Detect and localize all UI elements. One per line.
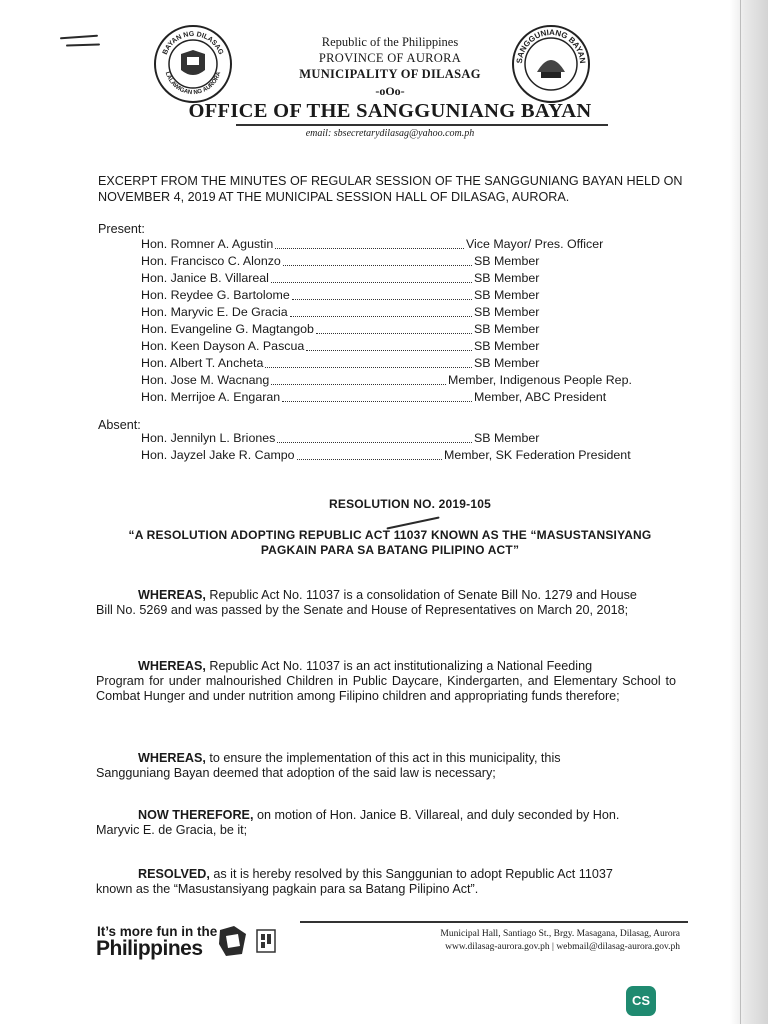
clause-continuation: Maryvic E. de Gracia, be it; <box>96 823 248 837</box>
clause-keyword: NOW THEREFORE, <box>138 808 254 822</box>
member-role: SB Member <box>474 254 540 268</box>
footer-rule <box>300 921 688 923</box>
scan-line <box>740 0 741 1024</box>
clause-line-1: as it is hereby resolved by this Sanggunian to adopt Republic Act 11037 <box>209 867 613 881</box>
footer-address-line-2: www.dilasag-aurora.gov.ph | webmail@dilasag-aurora.gov.ph <box>445 942 680 952</box>
pen-mark <box>60 35 98 40</box>
member-name: Hon. Evangeline G. Magtangob <box>141 322 314 336</box>
clause-first-line <box>138 808 619 823</box>
present-label: Present: <box>98 222 145 236</box>
clause-first-line <box>138 588 637 603</box>
leader-dots <box>271 384 446 385</box>
resolution-title-line-1: “A RESOLUTION ADOPTING REPUBLIC ACT 11037 KNOWN AS THE “MASUSTANSIYANG <box>128 528 652 542</box>
camscanner-label: CS <box>631 993 651 1008</box>
tourism-logo-icon <box>254 926 280 956</box>
clause-keyword: RESOLVED, <box>138 867 210 881</box>
member-role: SB Member <box>474 305 540 319</box>
leader-dots <box>283 265 472 266</box>
absent-label: Absent: <box>98 418 141 432</box>
member-name: Hon. Francisco C. Alonzo <box>141 254 281 268</box>
footer-address-line-1: Municipal Hall, Santiago St., Brgy. Masagana, Dilasag, Aurora <box>440 929 680 939</box>
leader-dots <box>271 282 472 283</box>
member-name: Hon. Reydee G. Bartolome <box>141 288 290 302</box>
leader-dots <box>292 299 472 300</box>
leader-dots <box>316 333 472 334</box>
municipality-line: MUNICIPALITY OF DILASAG <box>299 67 481 81</box>
member-name: Hon. Albert T. Ancheta <box>141 356 264 370</box>
member-role: SB Member <box>474 356 540 370</box>
slogan-line-1: It’s more fun in the <box>97 924 218 939</box>
clause-first-line <box>138 659 592 674</box>
leader-dots <box>275 248 464 249</box>
member-name: Hon. Jayzel Jake R. Campo <box>141 448 295 462</box>
office-title: OFFICE OF THE SANGGUNIANG BAYAN <box>188 100 592 122</box>
office-email: email: sbsecretarydilasag@yahoo.com.ph <box>305 128 475 139</box>
clause-continuation: known as the “Masustansiyang pagkain para sa Batang Pilipino Act”. <box>96 882 479 896</box>
republic-line: Republic of the Philippines <box>321 35 459 49</box>
member-name: Hon. Maryvic E. De Gracia <box>141 305 288 319</box>
member-role: Member, Indigenous People Rep. <box>448 373 632 387</box>
member-role: Member, SK Federation President <box>444 448 631 462</box>
clause-first-line <box>138 867 613 882</box>
clause-continuation: Bill No. 5269 and was passed by the Senate and House of Representatives on March 20, 2018; <box>96 603 629 617</box>
leader-dots <box>297 459 442 460</box>
member-role: SB Member <box>474 288 540 302</box>
member-role: Vice Mayor/ Pres. Officer <box>466 237 604 251</box>
excerpt-line-1: EXCERPT FROM THE MINUTES OF REGULAR SESSION OF THE SANGGUNIANG BAYAN HELD ON <box>98 174 683 188</box>
leader-dots <box>265 367 472 368</box>
resolution-number: RESOLUTION NO. 2019-105 <box>329 497 491 511</box>
member-name: Hon. Keen Dayson A. Pascua <box>141 339 305 353</box>
clause-first-line <box>138 751 561 766</box>
seal-right-text: SANGGUNIANG BAYAN <box>514 27 588 64</box>
leader-dots <box>277 442 472 443</box>
clause-line-1: on motion of Hon. Janice B. Villareal, and duly seconded by Hon. <box>253 808 620 822</box>
slogan-line-2: Philippines <box>96 937 203 960</box>
pen-mark <box>66 43 100 46</box>
philippines-flag-icon <box>216 924 250 958</box>
seal-left-bottom-text: LALAWIGAN NG AURORA <box>163 71 223 97</box>
camscanner-badge <box>626 986 656 1016</box>
clause-keyword: WHEREAS, <box>138 588 206 602</box>
excerpt-line-2: NOVEMBER 4, 2019 AT THE MUNICIPAL SESSION HALL OF DILASAG, AURORA. <box>98 190 570 204</box>
province-line: PROVINCE OF AURORA <box>318 51 462 65</box>
member-name: Hon. Jennilyn L. Briones <box>141 431 276 445</box>
leader-dots <box>290 316 472 317</box>
member-role: SB Member <box>474 322 540 336</box>
leader-dots <box>282 401 472 402</box>
clause-continuation: Program for under malnourished Children in Public Daycare, Kindergarten, and Elementary School to Combat Hunger and under nutrition among Filipino children and appropriating funds therefore; <box>96 674 676 703</box>
clause-keyword: WHEREAS, <box>138 659 206 673</box>
clause-line-1: to ensure the implementation of this act in this municipality, this <box>205 751 561 765</box>
member-name: Hon. Merrijoe A. Engaran <box>141 390 281 404</box>
member-role: SB Member <box>474 339 540 353</box>
seal-left-top-text: BAYAN NG DILASAG <box>161 30 225 56</box>
header-rule <box>236 124 608 126</box>
member-name: Hon. Janice B. Villareal <box>141 271 269 285</box>
header-separator: -oOo- <box>375 84 405 98</box>
clause-keyword: WHEREAS, <box>138 751 206 765</box>
scan-edge-shadow <box>730 0 768 1024</box>
member-name: Hon. Romner A. Agustin <box>141 237 274 251</box>
leader-dots <box>306 350 472 351</box>
clause-line-1: Republic Act No. 11037 is a consolidation of Senate Bill No. 1279 and House <box>205 588 637 602</box>
member-name: Hon. Jose M. Wacnang <box>141 373 270 387</box>
member-role: SB Member <box>474 271 540 285</box>
clause-line-1: Republic Act No. 11037 is an act institutionalizing a National Feeding <box>205 659 593 673</box>
member-role: SB Member <box>474 431 540 445</box>
resolution-title-line-2: PAGKAIN PARA SA BATANG PILIPINO ACT” <box>260 543 520 557</box>
clause-continuation: Sangguniang Bayan deemed that adoption of the said law is necessary; <box>96 766 496 780</box>
member-role: Member, ABC President <box>474 390 607 404</box>
